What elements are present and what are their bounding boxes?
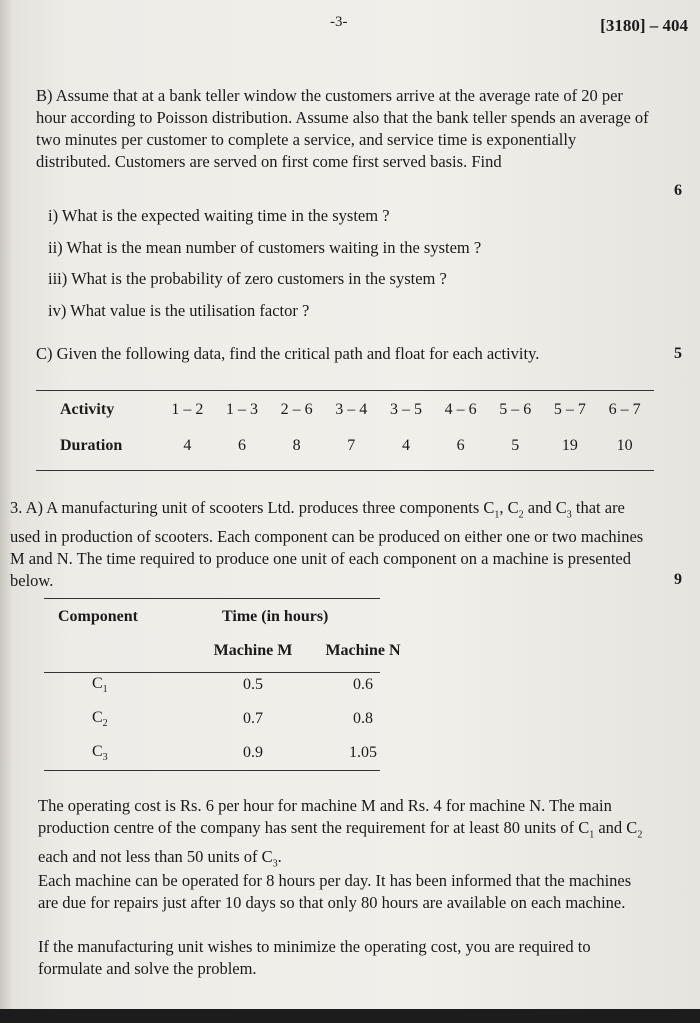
activity-cell: 2 – 6 xyxy=(280,401,313,418)
blank-cell xyxy=(44,634,198,668)
sub-1: 1 xyxy=(494,509,500,521)
q2b-item-4: iv) What value is the utilisation factor ? xyxy=(48,300,310,320)
cost-text-1: The operating cost is Rs. 6 per hour for machine M and Rs. 4 for machine N. The main production centre of the company has sent the requirement for at least 80 units of C xyxy=(38,796,612,837)
q2c-body: Given the following data, find the critical path and float for each activity. xyxy=(56,344,540,363)
activity-cell: 4 – 6 xyxy=(444,401,477,418)
q2b-marks: 6 xyxy=(674,182,682,199)
cost-text-2: and C xyxy=(594,818,638,837)
table-row xyxy=(44,736,418,770)
activity-cell: 5 – 6 xyxy=(499,401,532,418)
duration-cell: 6 xyxy=(456,437,465,454)
table-row xyxy=(44,702,418,736)
sub-1: 1 xyxy=(589,829,595,841)
machine-m-cell: 0.7 xyxy=(243,710,263,727)
component-header-rule xyxy=(44,672,380,673)
component-cell xyxy=(44,668,198,702)
duration-cell: 19 xyxy=(561,437,578,454)
duration-header: Duration xyxy=(60,437,123,454)
q3a-body-2: , C xyxy=(499,498,519,517)
component-table-top-rule xyxy=(44,598,380,599)
sub-2: 2 xyxy=(518,509,524,521)
activity-cell: 1 – 3 xyxy=(225,401,258,418)
component-header-row xyxy=(44,600,418,634)
cost-text-4: . xyxy=(277,847,282,867)
component-table-bottom-rule xyxy=(44,770,380,771)
activity-header: Activity xyxy=(60,401,115,418)
page-number: -3- xyxy=(330,14,348,30)
q2c-marks: 5 xyxy=(674,345,682,362)
q3a-cost-para xyxy=(38,795,646,876)
time-header: Time (in hours) xyxy=(222,608,329,625)
activity-table xyxy=(36,392,652,464)
duration-cell: 4 xyxy=(401,437,410,454)
q3a-text xyxy=(10,497,650,592)
machine-n-cell: 1.05 xyxy=(349,744,377,761)
q2b-item-2: ii) What is the mean number of customers waiting in the system ? xyxy=(48,237,482,257)
component-c: C xyxy=(92,708,103,726)
machine-m-header: Machine M xyxy=(213,642,293,659)
duration-cell: 7 xyxy=(347,437,356,454)
sub-3: 3 xyxy=(566,509,572,521)
page-bottom-edge xyxy=(0,1009,700,1023)
activity-cell: 3 – 5 xyxy=(389,401,422,418)
duration-cell: 5 xyxy=(511,437,520,454)
component-c: C xyxy=(92,742,103,760)
machine-n-header: Machine N xyxy=(325,642,401,659)
component-sub: 2 xyxy=(102,718,108,730)
q2c-label: C) xyxy=(36,344,53,363)
q3a-final-para: If the manufacturing unit wishes to minimize the operating cost, you are required to formulate and solve the problem. xyxy=(38,937,591,978)
q3a-body-3: and C xyxy=(523,498,567,517)
machine-m-cell: 0.5 xyxy=(243,676,263,693)
duration-row xyxy=(36,428,652,464)
machine-header-row xyxy=(44,634,418,668)
activity-row xyxy=(36,392,652,428)
q2c-text xyxy=(36,343,636,365)
activity-table-bottom-rule xyxy=(36,470,654,471)
cost-text-3: each and not less than 50 units of C xyxy=(38,847,273,867)
component-sub: 1 xyxy=(102,684,108,696)
q2b-items xyxy=(48,206,481,332)
sub-3: 3 xyxy=(272,858,278,870)
q2b-item-1: i) What is the expected waiting time in the system ? xyxy=(48,206,390,225)
component-header: Component xyxy=(58,608,139,625)
q2b-item-3: iii) What is the probability of zero customers in the system ? xyxy=(48,269,447,288)
machine-n-cell: 0.6 xyxy=(353,676,373,693)
q2b-label: B) xyxy=(36,86,53,105)
sub-2: 2 xyxy=(637,829,643,841)
activity-cell: 3 – 4 xyxy=(335,401,368,418)
q3-number: 3. xyxy=(10,498,23,517)
duration-cell: 8 xyxy=(292,437,301,454)
q3a-body-4: that are used in production of scooters. Each component can be produced on either one or two machines M and N. The time required to produce one unit of each component on a machine is presented below. xyxy=(10,498,644,591)
q3a-marks: 9 xyxy=(674,571,682,588)
machine-n-cell: 0.8 xyxy=(353,710,373,727)
paper-code: [3180] – 404 xyxy=(600,16,688,35)
component-cell xyxy=(44,702,198,736)
activity-cell: 6 – 7 xyxy=(608,401,641,418)
component-table xyxy=(44,600,418,770)
q2b-text xyxy=(36,85,654,173)
q3a-body-1: A manufacturing unit of scooters Ltd. produces three components C xyxy=(46,498,495,517)
duration-cell: 4 xyxy=(183,437,192,454)
table-row xyxy=(44,668,418,702)
component-cell xyxy=(44,736,198,770)
activity-cell: 5 – 7 xyxy=(553,401,586,418)
component-c: C xyxy=(92,674,103,692)
q2b-body: Assume that at a bank teller window the customers arrive at the average rate of 20 per hour according to Poisson distribution. Assume also that the bank teller spends an average of two minutes per customer to complete a service, and service time is exponentially distributed. Customers are served on first come first served basis. Find xyxy=(36,86,649,171)
duration-cell: 10 xyxy=(616,437,633,454)
machine-m-cell: 0.9 xyxy=(243,744,263,761)
activity-table-top-rule xyxy=(36,390,654,391)
q3a-label: A) xyxy=(25,498,44,517)
duration-cell: 6 xyxy=(237,437,246,454)
q3a-hours-para: Each machine can be operated for 8 hours per day. It has been informed that the machines are due for repairs just after 10 days so that only 80 hours are available on each machine. xyxy=(38,871,632,912)
activity-cell: 1 – 2 xyxy=(171,401,204,418)
component-sub: 3 xyxy=(102,752,108,764)
